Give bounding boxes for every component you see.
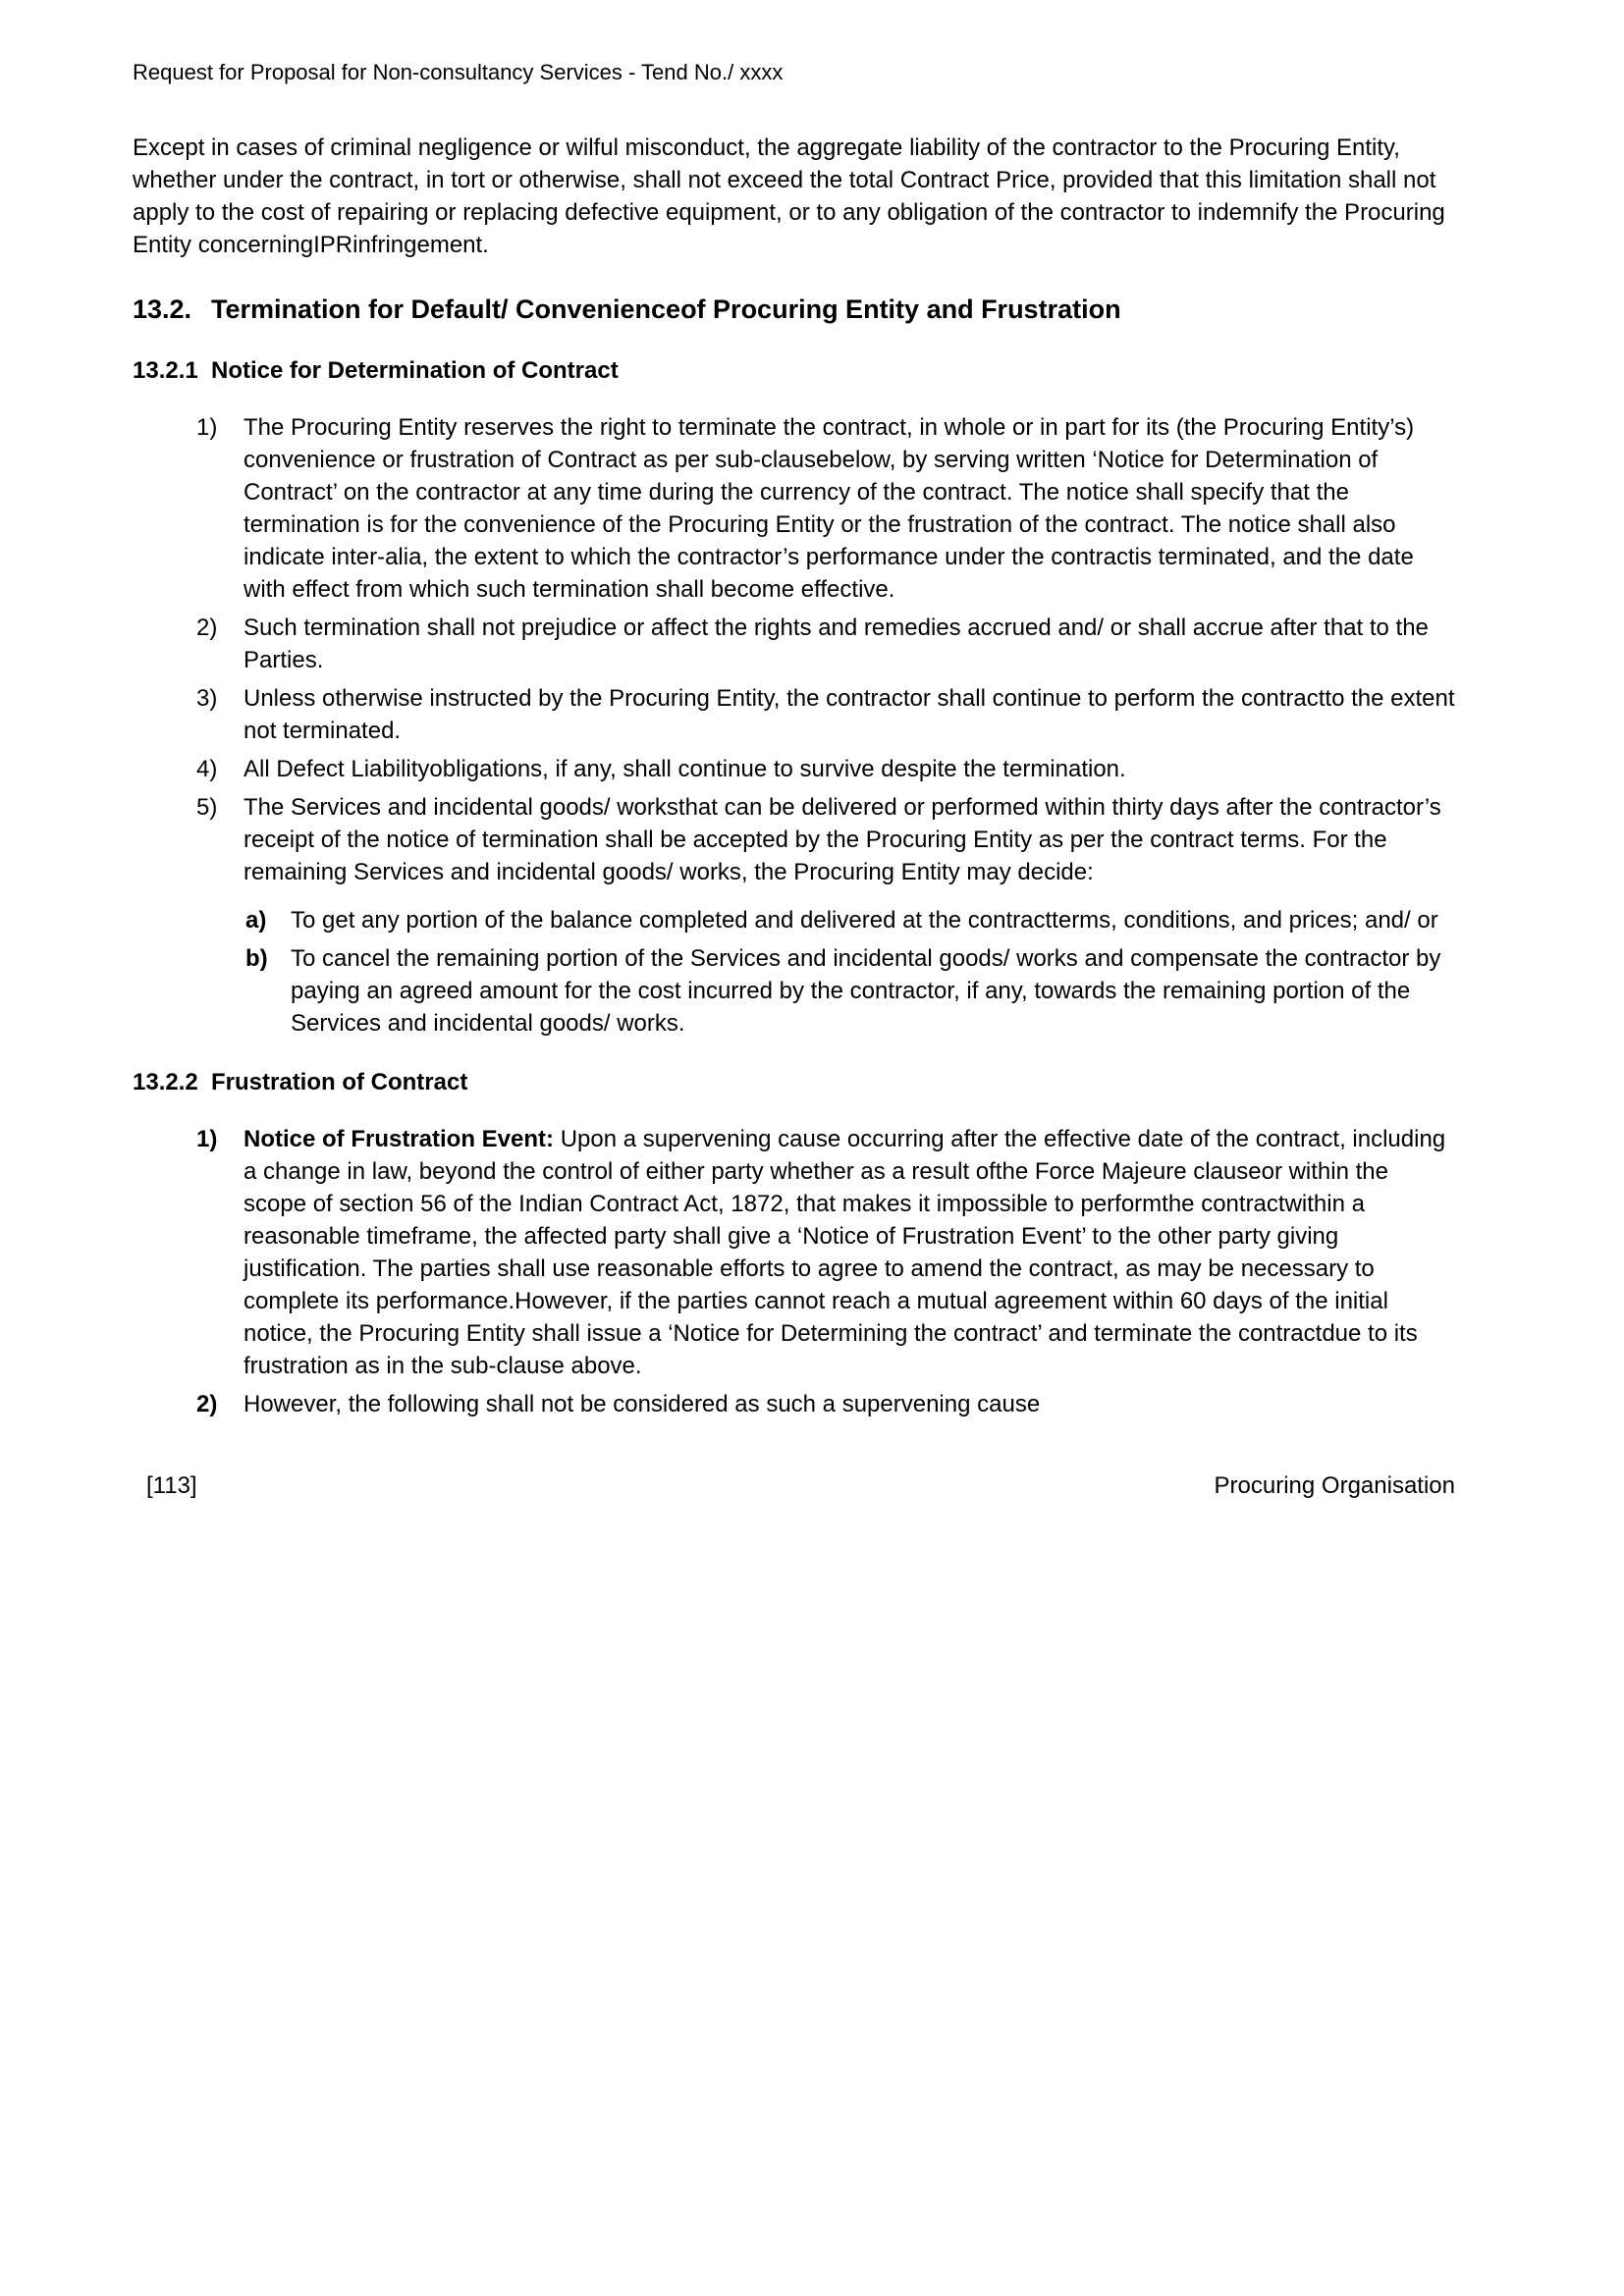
sublist-item-text: To get any portion of the balance completed and delivered at the contractterms, conditions, and prices; and/ or [291,907,1438,934]
header-title: Request for Proposal for Non-consultancy Services - Tend No./ xxxx [133,60,784,84]
list-item-marker: 1) [196,1126,218,1152]
list-item [133,682,1455,747]
lettered-sublist [133,904,1455,1040]
list-item-text: The Services and incidental goods/ worksthat can be delivered or performed within thirty days after the contractor’s receipt of the notice of termination shall be accepted by the Procuring Entity as per the contract terms. For the remaining Services and incidental goods/ works, the Procuring Entity may decide: [244,794,1441,885]
footer-organisation: Procuring Organisation [1214,1472,1455,1499]
subsection-heading-13-2-2 [133,1067,1455,1097]
list-item-text [244,1388,1455,1420]
list-item-text [244,1123,1455,1382]
section-heading [133,293,1455,326]
page-footer [133,1471,1455,1501]
intro-paragraph: Except in cases of criminal negligence or wilful misconduct, the aggregate liability of the contractor to the Procuring Entity, whether under the contract, in tort or otherwise, shall not exceed the total Contract Price, provided that this limitation shall not apply to the cost of repairing or replacing defective equipment, or to any obligation of the contractor to indemnify the Procuring Entity concerningIPRinfringement. [133,134,1445,258]
section-number: 13.2. [133,294,192,324]
section-title: Termination for Default/ Convenienceof Procuring Entity and Frustration [211,294,1121,324]
list-item [133,791,1455,888]
sublist-item-text: To cancel the remaining portion of the Services and incidental goods/ works and compensate the contractor by paying an agreed amount for the cost incurred by the contractor, if any, towards the remaining portion of the Services and incidental goods/ works. [291,945,1441,1037]
numbered-list-13-2-1 [133,411,1455,888]
sublist-item [133,904,1455,936]
list-item-marker: 2) [196,614,218,641]
subsection-title: Notice for Determination of Contract [211,357,619,384]
list-item-text: All Defect Liabilityobligations, if any, shall continue to survive despite the termination. [244,756,1126,782]
list-item-marker: 1) [196,414,218,441]
subsection-number: 13.2.2 [133,1069,198,1095]
subsection-heading-13-2-1 [133,355,1455,386]
list-item-text: The Procuring Entity reserves the right to terminate the contract, in whole or in part for its (the Procuring Entity’s) convenience or frustration of Contract as per sub-clausebelow, by serving written ‘Notice for Determination of Contract’ on the contractor at any time during the currency of the contract. The notice shall specify that the termination is for the convenience of the Procuring Entity or the frustration of the contract. The notice shall also indicate inter-alia, the extent to which the contractor’s performance under the contractis terminated, and the date with effect from which such termination shall become effective. [244,414,1415,603]
sublist-item [133,942,1455,1040]
list-item [133,753,1455,785]
list-item-lead: Notice of Frustration Event: [244,1126,555,1152]
sublist-item-marker: a) [245,907,267,934]
list-item-body: Upon a supervening cause occurring after the effective date of the contract, including a change in law, beyond the control of either party whether as a result ofthe Force Majeure clauseor within the scope of section 56 of the Indian Contract Act, 1872, that makes it impossible to performthe contractwithin a reasonable timeframe, the affected party shall give a ‘Notice of Frustration Event’ to the other party giving justification. The parties shall use reasonable efforts to agree to amend the contract, as may be necessary to complete its performance.However, if the parties cannot reach a mutual agreement within 60 days of the initial notice, the Procuring Entity shall issue a ‘Notice for Determining the contract’ and terminate the contractdue to its frustration as in the sub-clause above. [244,1126,1446,1379]
list-item-text: Unless otherwise instructed by the Procuring Entity, the contractor shall continue to perform the contractto the extent not terminated. [244,685,1455,744]
list-item-marker: 4) [196,756,218,782]
list-item [133,411,1455,606]
list-item-marker: 3) [196,685,218,712]
subsection-title: Frustration of Contract [211,1069,468,1095]
list-item [133,1388,1455,1420]
list-item-body: However, the following shall not be considered as such a supervening cause [244,1391,1041,1417]
list-item-marker: 2) [196,1391,218,1417]
subsection-number: 13.2.1 [133,357,198,384]
list-item [133,1123,1455,1382]
page-number: [113] [146,1472,197,1499]
list-item-text: Such termination shall not prejudice or affect the rights and remedies accrued and/ or shall accrue after that to the Parties. [244,614,1429,673]
list-item-marker: 5) [196,794,218,821]
sublist-item-marker: b) [245,945,268,972]
document-header [133,59,1455,86]
numbered-list-13-2-2 [133,1123,1455,1420]
list-item [133,612,1455,676]
